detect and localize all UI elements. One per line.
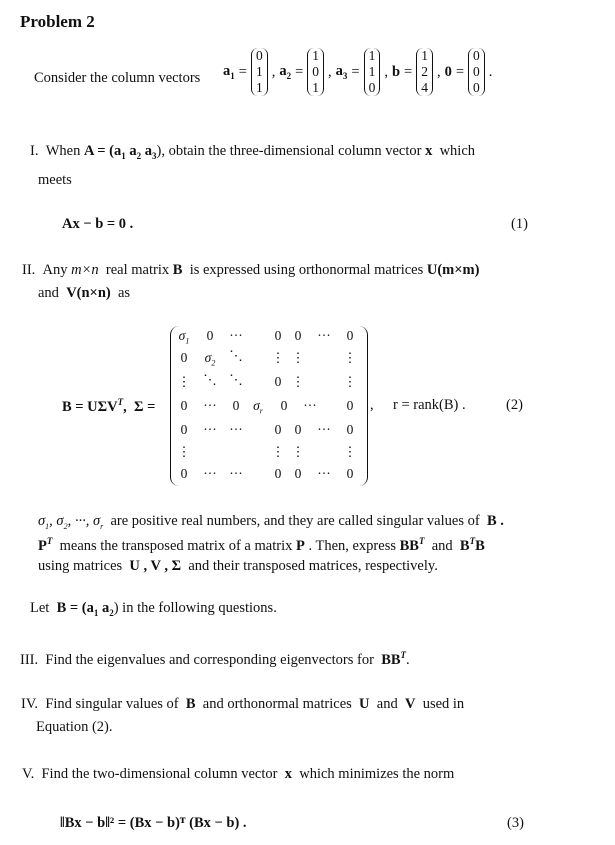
- vector-zero-label: 0: [444, 63, 452, 80]
- question-2-line2: and V(n×n) as: [38, 285, 131, 301]
- problem-title: Problem 2: [20, 12, 95, 31]
- sigma-2: $\sigma_2$: [204, 350, 216, 368]
- let-statement: Let $B = (a_1$ $a_2$) in the following questions.: [30, 600, 277, 618]
- equation-1: Ax − b = 0 .: [62, 216, 134, 232]
- question-2-after-line1: $\sigma_1$, $\sigma_2$, ···, $\sigma_r$ are positive real numbers, and they are called singular values of B .: [38, 513, 504, 531]
- question-5-line1: V. Find the two-dimensional column vector x which minimizes the norm: [22, 766, 455, 782]
- question-2-line1: II. Any m×n real matrix B is expressed using orthonormal matrices U(m×m): [22, 262, 480, 278]
- intro-text: Consider the column vectors: [34, 70, 201, 86]
- equation-1-number: (1): [511, 216, 528, 232]
- vector-a2-label: $a_2$: [279, 63, 292, 81]
- equation-3-number: (3): [507, 815, 524, 831]
- vector-a2: 1 0 1: [307, 48, 324, 96]
- sigma-r: $\sigma_r$: [253, 398, 263, 416]
- equation-2-number: (2): [506, 397, 523, 413]
- vector-a1-label: $a_1$: [223, 63, 235, 81]
- equation-3: ‖Bx − b‖² = (Bx − b)ᵀ (Bx − b) .: [60, 815, 247, 831]
- rank-definition: r = rank(B) .: [393, 397, 466, 413]
- svd-lhs: $B = U\Sigma V^T$, Σ =: [62, 397, 156, 415]
- question-1-line1: I. When $A = (a_1$ $a_2$ $a_3$), obtain the three-dimensional column vector x which: [30, 143, 475, 161]
- question-3: III. Find the eigenvalues and corresponding eigenvectors for $BB^T$.: [20, 650, 410, 668]
- vector-list: $a_1$ = 0 1 1 , $a_2$ = 1 0 1 , $a_3$ = 1 1 0 , b = 1 2 4 , 0 = 0 0 0 .: [223, 48, 493, 95]
- vector-a3: 1 1 0: [364, 48, 381, 96]
- vector-b-label: b: [391, 63, 401, 80]
- sigma-matrix: $\sigma_1$ 0 ··· 0 0 ··· 0 0 $\sigma_2$ ⋱ ⋮ ⋮ ⋮ ⋮ ⋱ ⋱ 0 ⋮ ⋮ 0 ··· 0 $\sigma_r$ 0 ··· 0 0 ··· ··· 0 0 ··· 0 ⋮ ⋮ ⋮ ⋮ 0 ··· ··· 0 0 ··· 0: [170, 326, 368, 486]
- vector-zero: 0 0 0: [468, 48, 485, 96]
- question-1-line2: meets: [38, 172, 72, 188]
- vector-a1: 0 1 1: [251, 48, 268, 96]
- vector-b: 1 2 4: [416, 48, 433, 96]
- vector-a3-label: $a_3$: [335, 63, 348, 81]
- question-4-line1: IV. Find singular values of B and orthonormal matrices U and V used in: [21, 696, 465, 712]
- question-2-after-line2: $P^T$ means the transposed matrix of a matrix P . Then, express $BB^T$ and $B^TB$: [38, 536, 485, 554]
- question-2-after-line3: using matrices U , V , Σ and their transposed matrices, respectively.: [38, 558, 438, 574]
- sigma-1: $\sigma_1$: [178, 328, 190, 346]
- question-4-line2: Equation (2).: [36, 719, 113, 735]
